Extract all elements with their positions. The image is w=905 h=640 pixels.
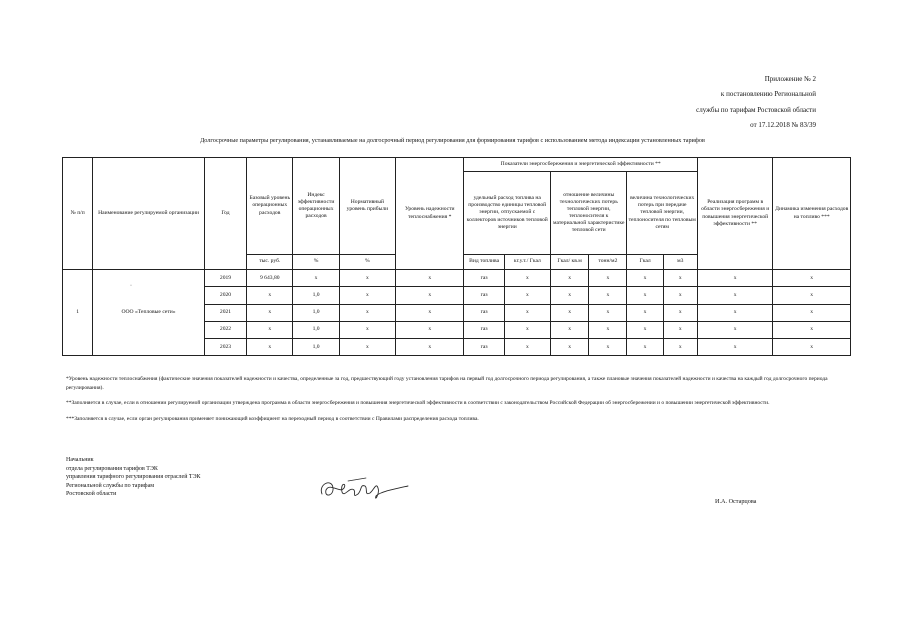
cell-ratio-2: x [589, 321, 627, 338]
cell-fuel-type: газ [464, 339, 504, 356]
header-base: Базовый уровень операционных расходов [247, 158, 293, 255]
cell-eff: x [293, 270, 339, 287]
cell-dynamics: x [773, 270, 851, 287]
appendix-line: к постановлению Региональной [720, 90, 816, 99]
cell-fuel: x [504, 270, 550, 287]
signer-name: И.А. Остарцова [715, 498, 757, 505]
cell-reliability: x [396, 304, 464, 321]
appendix-block [696, 72, 816, 133]
cell-loss-2: x [663, 287, 697, 304]
cell-fuel-type: газ [464, 321, 504, 338]
cell-eff: 1,0 [293, 287, 339, 304]
cell-profit: x [339, 287, 395, 304]
appendix-line: от 17.12.2018 № 83/39 [750, 120, 816, 129]
cell-year: 2019 [204, 270, 246, 287]
cell-fuel-type: газ [464, 287, 504, 304]
cell-base: x [247, 304, 293, 321]
cell-loss-1: x [627, 304, 663, 321]
unit-base: тыс. руб. [247, 255, 293, 270]
unit-ratio-1: Гкал/ кв.м [551, 255, 589, 270]
cell-ratio-1: x [551, 287, 589, 304]
appendix-line: Приложение № 2 [764, 75, 816, 83]
footnote-2: **Заполняется в случае, если в отношении регулируемой организации утверждена программа в области энергосбережения и повышения энергетической эффективности в соответствии с законодательством Российской Федерации об энергосбережении и о повышении энергетической эффективности. [66, 400, 770, 407]
cell-eff: 1,0 [293, 339, 339, 356]
document-title: Долгосрочные параметры регулирования, устанавливаемые на долгосрочный период регулирования для формирования тарифов с использованием метода индексации установленных тарифов [200, 137, 705, 144]
unit-loss-1: Гкал [627, 255, 663, 270]
position-line: Ростовской области [66, 491, 117, 498]
stray-mark: · [130, 283, 132, 289]
header-fuel: удельный расход топлива на производство единицы тепловой энергии, отпускаемой с коллекторов источников тепловой энергии [464, 172, 551, 255]
table-row [63, 270, 851, 287]
cell-fuel-type: газ [464, 270, 504, 287]
cell-loss-1: x [627, 339, 663, 356]
organization-name: ООО «Тепловые сети» [93, 270, 205, 356]
cell-year: 2023 [204, 339, 246, 356]
cell-profit: x [339, 270, 395, 287]
cell-loss-2: x [663, 270, 697, 287]
cell-ratio-1: x [551, 321, 589, 338]
cell-reliability: x [396, 270, 464, 287]
handwritten-signature [318, 472, 410, 506]
appendix-line: службы по тарифам Ростовской области [696, 105, 816, 114]
cell-program: x [697, 287, 772, 304]
header-reliability: Уровень надежности теплоснабжения * [396, 158, 464, 270]
cell-ratio-2: x [589, 339, 627, 356]
footnotes [66, 375, 848, 430]
cell-reliability: x [396, 339, 464, 356]
cell-base: x [247, 321, 293, 338]
cell-program: x [697, 321, 772, 338]
cell-ratio-1: x [551, 304, 589, 321]
cell-program: x [697, 304, 772, 321]
cell-year: 2021 [204, 304, 246, 321]
row-number: 1 [63, 270, 93, 356]
cell-ratio-1: x [551, 270, 589, 287]
cell-year: 2020 [204, 287, 246, 304]
unit-loss-2: м3 [663, 255, 697, 270]
header-profit: Нормативный уровень прибыли [339, 158, 395, 255]
cell-reliability: x [396, 287, 464, 304]
cell-dynamics: x [773, 304, 851, 321]
cell-dynamics: x [773, 321, 851, 338]
cell-base: x [247, 287, 293, 304]
cell-ratio-2: x [589, 270, 627, 287]
cell-program: x [697, 270, 772, 287]
cell-ratio-1: x [551, 339, 589, 356]
cell-ratio-2: x [589, 287, 627, 304]
unit-profit: % [339, 255, 395, 270]
cell-ratio-2: x [589, 304, 627, 321]
cell-fuel: x [504, 321, 550, 338]
header-losses-value: величина технологических потерь при передаче тепловой энергии, теплоносителя по тепловым сетям [627, 172, 697, 255]
header-losses-ratio: отношение величины технологических потерь тепловой энергии, теплоносителя к материальной характеристике тепловой сети [551, 172, 627, 255]
position-line: управления тарифного регулирования отраслей ТЭК [66, 474, 201, 481]
header-num: № п/п [63, 158, 93, 270]
cell-profit: x [339, 339, 395, 356]
cell-program: x [697, 339, 772, 356]
footnote-1: *Уровень надежности теплоснабжения (фактические значения показателей надежности и качества, определенные за год, предшествующий году установления тарифов на первый год долгосрочного периода регулирования, а также плановые значения показателей надежности и качества на каждый год долгосрочного периода регулирования). [66, 376, 828, 391]
cell-loss-2: x [663, 321, 697, 338]
unit-ratio-2: тонн/м2 [589, 255, 627, 270]
cell-loss-2: x [663, 339, 697, 356]
signatory-position [66, 456, 201, 499]
cell-year: 2022 [204, 321, 246, 338]
cell-fuel: x [504, 287, 550, 304]
cell-fuel-type: газ [464, 304, 504, 321]
position-line: Начальник [66, 457, 94, 463]
position-line: Региональной службы по тарифам [66, 482, 155, 489]
header-year: Год [204, 158, 246, 270]
cell-dynamics: x [773, 287, 851, 304]
cell-base: 9 643,80 [247, 270, 293, 287]
cell-profit: x [339, 304, 395, 321]
header-program: Реализация программ в области энергосбережения и повышения энергетической эффективности ** [697, 158, 772, 270]
header-eff: Индекс эффективности операционных расходов [293, 158, 339, 255]
cell-eff: 1,0 [293, 321, 339, 338]
footnote-3: ***Заполняется в случае, если орган регулирования применяет понижающий коэффициент на переходный период в соответствии с Правилами распределения расхода топлива. [66, 415, 479, 422]
cell-reliability: x [396, 321, 464, 338]
unit-fuel: кг.у.т./ Гкал [504, 255, 550, 270]
position-line: отдела регулирования тарифов ТЭК [66, 465, 158, 472]
unit-fuel-type: Вид топлива [464, 255, 504, 270]
header-org: Наименование регулируемой организации [93, 158, 205, 270]
header-dynamics: Динамика изменения расходов на топливо *** [773, 158, 851, 270]
cell-loss-2: x [663, 304, 697, 321]
header-energy-group: Показатели энергосбережения и энергетической эффективности ** [464, 158, 697, 172]
unit-eff: % [293, 255, 339, 270]
cell-eff: 1,0 [293, 304, 339, 321]
cell-loss-1: x [627, 270, 663, 287]
parameters-table [62, 157, 851, 356]
cell-loss-1: x [627, 287, 663, 304]
cell-fuel: x [504, 304, 550, 321]
cell-loss-1: x [627, 321, 663, 338]
cell-profit: x [339, 321, 395, 338]
cell-fuel: x [504, 339, 550, 356]
cell-dynamics: x [773, 339, 851, 356]
cell-base: x [247, 339, 293, 356]
